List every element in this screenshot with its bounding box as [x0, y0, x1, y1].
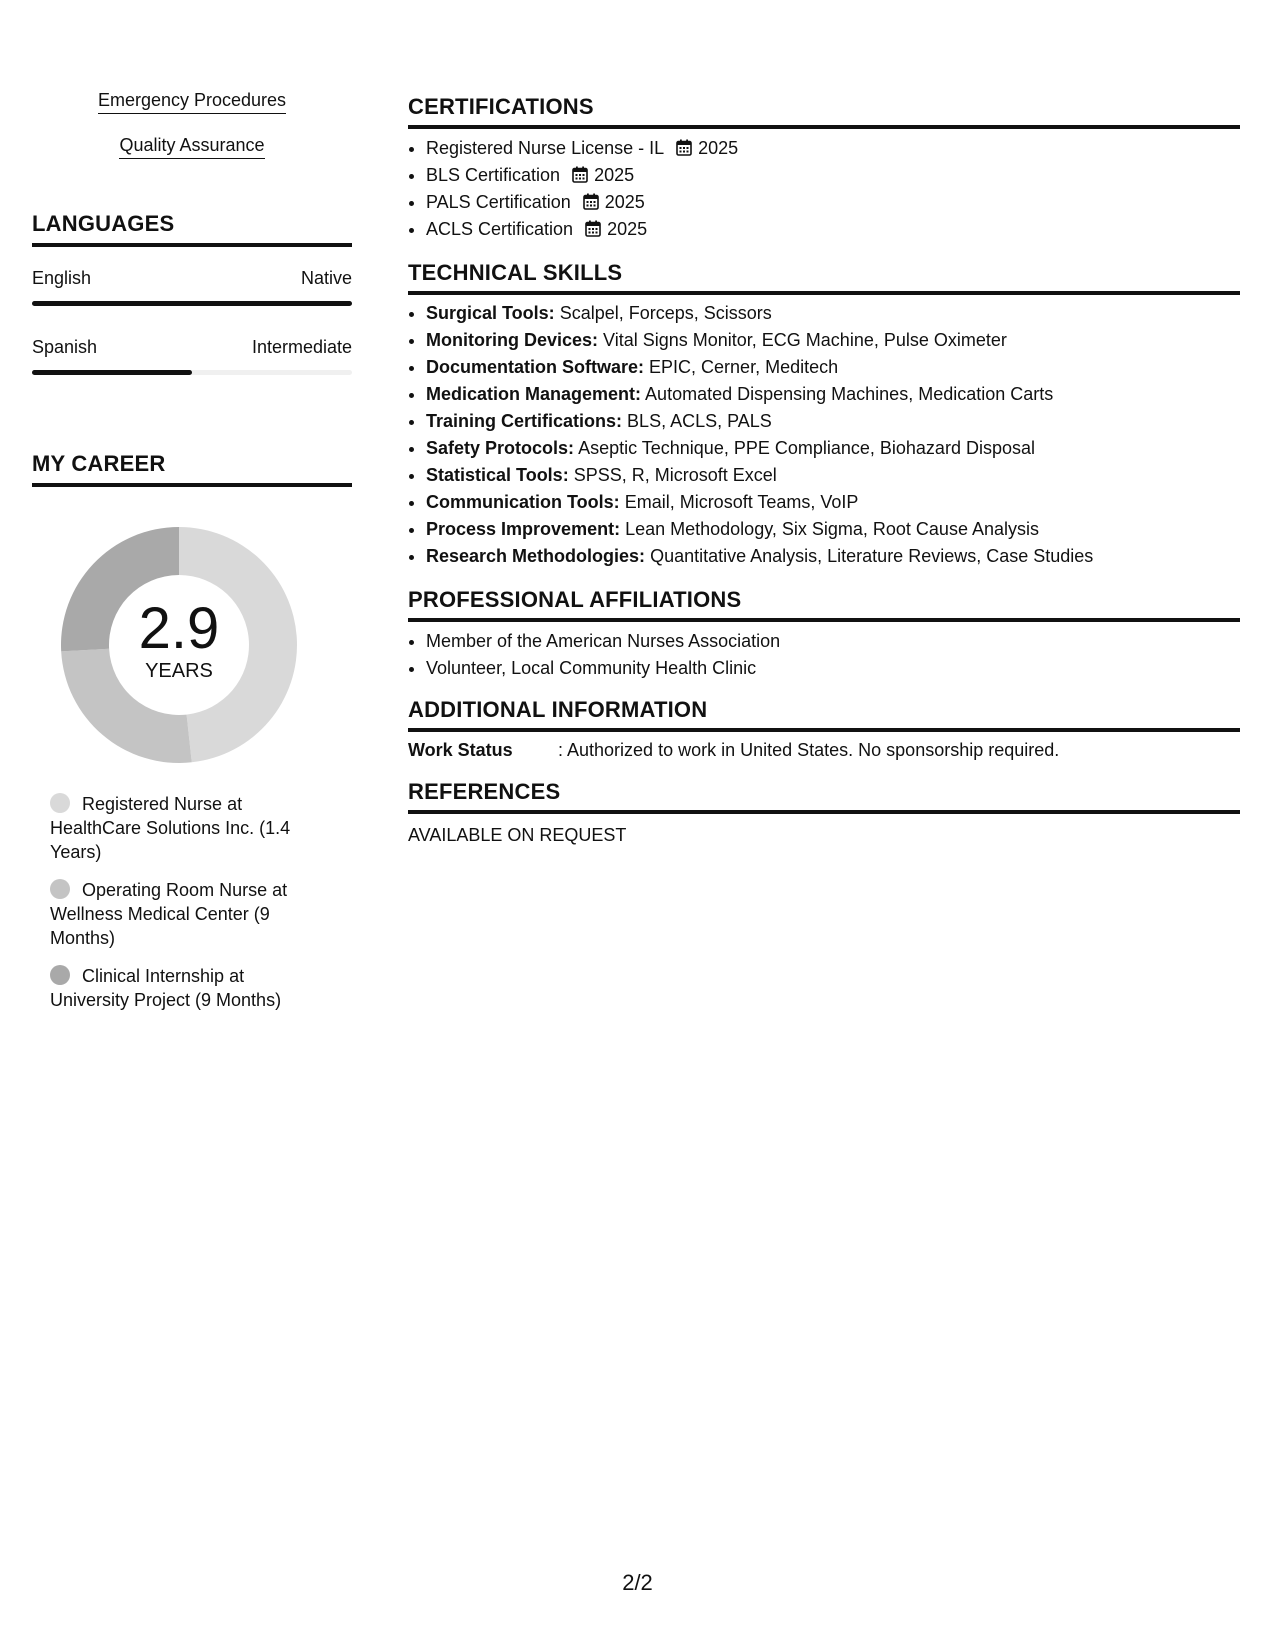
language-name: English: [32, 268, 92, 288]
skill-values: Aseptic Technique, PPE Compliance, Biohazard Disposal: [578, 438, 1035, 458]
language-proficiency-fill: [32, 301, 352, 306]
calendar-icon: [585, 220, 601, 237]
skill-item: [426, 543, 1240, 570]
certifications-heading: CERTIFICATIONS: [408, 94, 1240, 129]
certification-year: 2025: [698, 138, 739, 158]
legend-label: Operating Room Nurse at Wellness Medical Center (9 Months): [50, 880, 288, 948]
skill-values: BLS, ACLS, PALS: [627, 411, 772, 431]
certification-name: PALS Certification: [426, 192, 571, 212]
skill-values: Quantitative Analysis, Literature Reviews, Case Studies: [650, 546, 1094, 566]
skill-item: [426, 381, 1240, 408]
skill-item: [426, 300, 1240, 327]
legend-item: [50, 878, 320, 950]
skill-item: [426, 462, 1240, 489]
references-heading: REFERENCES: [408, 779, 1240, 814]
language-name: Spanish: [32, 337, 98, 357]
career-donut-segment: [179, 527, 297, 762]
career-heading: MY CAREER: [32, 451, 352, 487]
skill-tag: Emergency Procedures: [98, 89, 286, 114]
references-text: AVAILABLE ON REQUEST: [408, 825, 627, 845]
skill-category: Communication Tools:: [426, 492, 620, 512]
certification-year: 2025: [604, 192, 645, 212]
work-status-label: Work Status: [408, 740, 513, 760]
certification-item: [426, 216, 1240, 243]
skill-item: [426, 327, 1240, 354]
technical-skills-heading: TECHNICAL SKILLS: [408, 260, 1240, 295]
language-proficiency-fill: [32, 370, 192, 375]
legend-swatch: [50, 879, 70, 899]
career-donut-segment: [61, 649, 192, 763]
skill-values: Vital Signs Monitor, ECG Machine, Pulse Oximeter: [603, 330, 1007, 350]
language-level: Native: [300, 268, 352, 288]
skill-category: Monitoring Devices:: [426, 330, 599, 350]
language-proficiency-bar: [32, 370, 352, 375]
work-status-value: : Authorized to work in United States. No sponsorship required.: [558, 740, 1060, 760]
affiliations-list: [408, 628, 1240, 682]
legend-label: Registered Nurse at HealthCare Solutions Inc. (1.4 Years): [50, 794, 291, 862]
career-donut-segment: [61, 527, 179, 651]
certification-name: BLS Certification: [426, 165, 561, 185]
languages-heading: LANGUAGES: [32, 211, 352, 247]
skill-category: Medication Management:: [426, 384, 642, 404]
skill-values: Email, Microsoft Teams, VoIP: [624, 492, 859, 512]
certification-name: ACLS Certification: [426, 219, 574, 239]
career-total-unit: YEARS: [145, 659, 213, 682]
page-number: 2/2: [622, 1570, 653, 1595]
language-level: Intermediate: [251, 337, 352, 357]
skill-item: [426, 354, 1240, 381]
language-row: [32, 337, 352, 375]
calendar-icon: [676, 139, 692, 156]
skill-values: Automated Dispensing Machines, Medication Carts: [645, 384, 1054, 404]
skill-category: Research Methodologies:: [426, 546, 646, 566]
skill-category: Training Certifications:: [426, 411, 623, 431]
career-donut-chart: [54, 520, 304, 770]
skill-values: Scalpel, Forceps, Scissors: [559, 303, 772, 323]
skill-item: [426, 516, 1240, 543]
career-legend: [50, 792, 320, 1026]
skill-values: SPSS, R, Microsoft Excel: [573, 465, 777, 485]
affiliation-item: • Member of the American Nurses Association: [426, 628, 1240, 655]
legend-swatch: [50, 793, 70, 813]
skill-category: Process Improvement:: [426, 519, 621, 539]
skill-category: Statistical Tools:: [426, 465, 569, 485]
affiliations-heading: PROFESSIONAL AFFILIATIONS: [408, 587, 1240, 622]
legend-item: [50, 792, 320, 864]
certification-name: Registered Nurse License - IL: [426, 138, 665, 158]
skill-category: Documentation Software:: [426, 357, 645, 377]
career-total-value: 2.9: [138, 595, 220, 661]
legend-swatch: [50, 965, 70, 985]
certification-item: [426, 162, 1240, 189]
skill-tag: Quality Assurance: [119, 134, 264, 159]
skill-values: Lean Methodology, Six Sigma, Root Cause Analysis: [625, 519, 1039, 539]
affiliation-item: • Volunteer, Local Community Health Clinic: [426, 655, 1240, 682]
additional-info-heading: ADDITIONAL INFORMATION: [408, 697, 1240, 732]
skill-item: [426, 408, 1240, 435]
legend-item: [50, 964, 320, 1012]
certification-year: 2025: [594, 165, 635, 185]
technical-skills-list: [408, 300, 1240, 570]
certification-year: 2025: [607, 219, 648, 239]
skill-item: [426, 435, 1240, 462]
language-row: [32, 268, 352, 306]
skill-category: Safety Protocols:: [426, 438, 575, 458]
skill-item: [426, 489, 1240, 516]
skill-values: EPIC, Cerner, Meditech: [649, 357, 839, 377]
certification-item: [426, 135, 1240, 162]
certifications-list: [408, 135, 1240, 243]
skill-category: Surgical Tools:: [426, 303, 555, 323]
work-status-row: [408, 740, 1059, 761]
legend-label: Clinical Internship at University Project (9 Months): [50, 966, 282, 1010]
language-proficiency-bar: [32, 301, 352, 306]
certification-item: [426, 189, 1240, 216]
calendar-icon: [572, 166, 588, 183]
calendar-icon: [583, 193, 599, 210]
